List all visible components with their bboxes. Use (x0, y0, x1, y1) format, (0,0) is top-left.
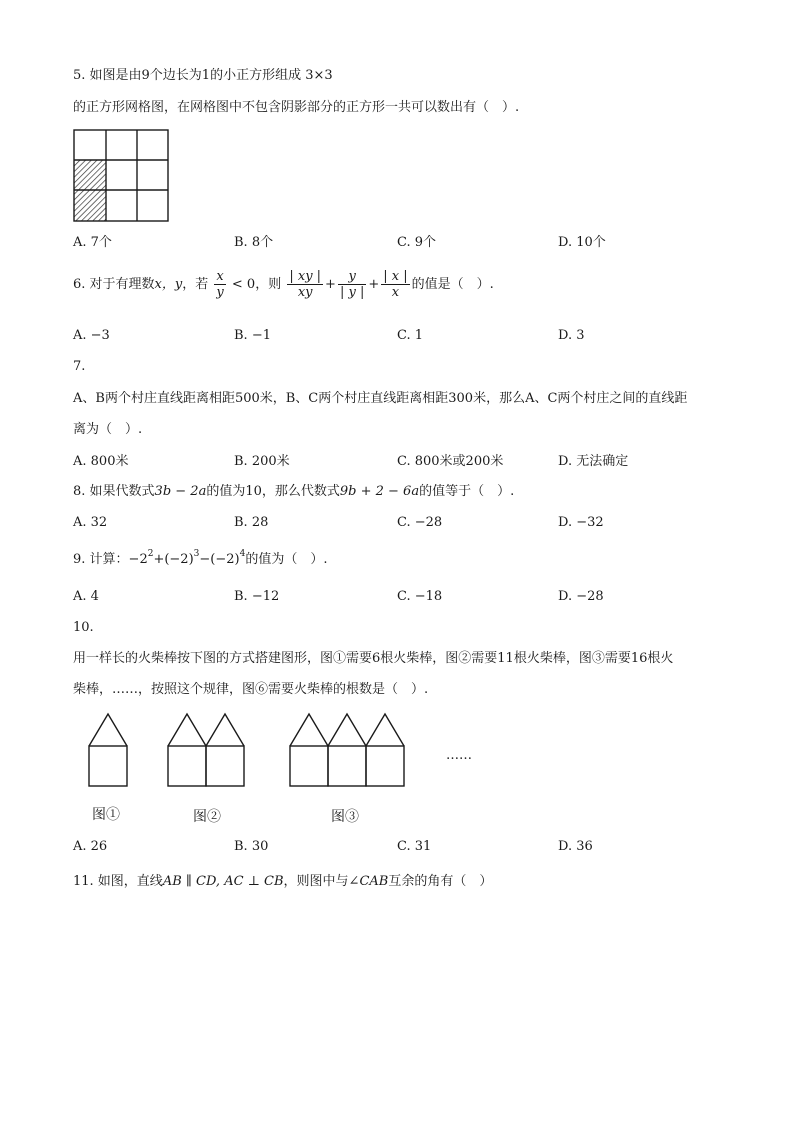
q11-suffix: 互余的角有（ ） (388, 874, 493, 889)
q10-line1: 用一样长的火柴棒按下图的方式搭建图形，图①需要6根火柴棒，图②需要11根火柴棒，图③需要16根火 (73, 651, 674, 666)
q10-caption-3: 图③ (331, 809, 359, 825)
q8-expr1: 3b − 2a (154, 484, 207, 499)
q6-fraction-absxy-over-xy: $\frac{| xy |}{xy}$ (289, 269, 322, 300)
q5-option-c[interactable]: C. 9个 (397, 235, 437, 250)
q6-cond-rel: < 0 (231, 277, 256, 292)
q9-term3: −(−2) (199, 552, 240, 567)
q6-suffix: 的值是（ ）. (411, 277, 494, 292)
q10-line2: 柴棒，……，按照这个规律，图⑥需要火柴棒的根数是（ ）. (73, 682, 429, 697)
q9-prefix: 9. 计算： (73, 552, 129, 567)
q6-fraction-y-over-absy: $\frac{y}{| y |}$ (339, 269, 365, 300)
q10-number: 10. (73, 620, 94, 635)
q11-angle: ∠CAB (348, 874, 389, 889)
q6-cond-word: ，若 (182, 277, 209, 292)
shaded-cell-upper (74, 160, 106, 190)
q5-line1: 5. 如图是由9个边长为1的小正方形组成 3×3 (73, 68, 333, 83)
q7-line1: A、B两个村庄直线距离相距500米，B、C两个村庄直线距离相距300米，那么A、C两个村庄之间的直线距 (73, 391, 688, 406)
q7-line2: 离为（ ）. (73, 422, 143, 437)
q9-option-c[interactable]: C. −18 (397, 589, 443, 604)
q11-mid: ，则图中与 (283, 874, 349, 889)
q8-stem (73, 484, 514, 500)
q9-suffix: 的值为（ ）. (245, 552, 328, 567)
q10-option-a[interactable]: A. 26 (73, 839, 108, 854)
q9-exp2: 3 (193, 549, 200, 559)
q6-option-c[interactable]: C. 1 (397, 328, 424, 343)
q11-stem (73, 874, 492, 890)
figure-1-house (89, 714, 127, 786)
q11-prefix: 11. 如图，直线 (73, 874, 163, 889)
q5-grid-figure (72, 128, 170, 224)
q10-option-d[interactable]: D. 36 (558, 839, 593, 854)
q6-fraction-absx-over-x: $\frac{| x |}{x}$ (383, 269, 408, 300)
q8-option-a[interactable]: A. 32 (73, 515, 108, 530)
q8-suffix: 的值等于（ ）. (419, 484, 515, 499)
q6-option-b[interactable]: B. −1 (234, 328, 271, 343)
q10-ellipsis: …… (446, 748, 472, 763)
q10-option-c[interactable]: C. 31 (397, 839, 432, 854)
q10-matchstick-figures (80, 712, 420, 790)
q6-option-d[interactable]: D. 3 (558, 328, 585, 343)
figure-3-houses (290, 714, 404, 786)
q9-exp3: 4 (239, 549, 246, 559)
shaded-cell-lower (74, 190, 106, 221)
q8-option-c[interactable]: C. −28 (397, 515, 443, 530)
q6-vars: x，y (154, 277, 183, 292)
q6-option-a[interactable]: A. −3 (73, 328, 110, 343)
q9-option-b[interactable]: B. −12 (234, 589, 280, 604)
q7-number: 7. (73, 359, 86, 374)
q8-prefix: 8. 如果代数式 (73, 484, 155, 499)
q8-expr2: 9b + 2 − 6a (339, 484, 420, 499)
q7-option-c[interactable]: C. 800米或200米 (397, 454, 504, 469)
figure-2-houses (168, 714, 244, 786)
q10-caption-1: 图① (92, 807, 120, 823)
q6-prefix: 6. 对于有理数 (73, 277, 155, 292)
q10-caption-2: 图② (193, 809, 221, 825)
q9-option-a[interactable]: A. 4 (73, 589, 99, 604)
q8-option-d[interactable]: D. −32 (558, 515, 604, 530)
q6-stem (73, 268, 494, 302)
q5-line2: 的正方形网格图，在网格图中不包含阴影部分的正方形一共可以数出有（ ）. (73, 100, 520, 115)
q6-plus-1: + (325, 277, 336, 292)
q8-option-b[interactable]: B. 28 (234, 515, 269, 530)
q8-mid: 的值为10，那么代数式 (206, 484, 340, 499)
q5-option-d[interactable]: D. 10个 (558, 235, 606, 250)
q7-option-d[interactable]: D. 无法确定 (558, 454, 629, 469)
q7-option-b[interactable]: B. 200米 (234, 454, 290, 469)
q9-option-d[interactable]: D. −28 (558, 589, 604, 604)
q6-plus-2: + (368, 277, 380, 292)
q7-option-a[interactable]: A. 800米 (73, 454, 129, 469)
q9-term1: −2 (128, 552, 148, 567)
q6-then-word: ，则 (255, 277, 282, 292)
q9-exp1: 2 (147, 549, 154, 559)
q5-option-a[interactable]: A. 7个 (73, 235, 112, 250)
q9-stem (73, 549, 328, 568)
q10-option-b[interactable]: B. 30 (234, 839, 269, 854)
q9-term2: +(−2) (153, 552, 194, 567)
q11-expr: AB ∥ CD, AC ⊥ CB (162, 874, 284, 889)
q6-fraction-x-over-y: $\frac{x}{y}$ (216, 269, 224, 300)
q5-option-b[interactable]: B. 8个 (234, 235, 274, 250)
